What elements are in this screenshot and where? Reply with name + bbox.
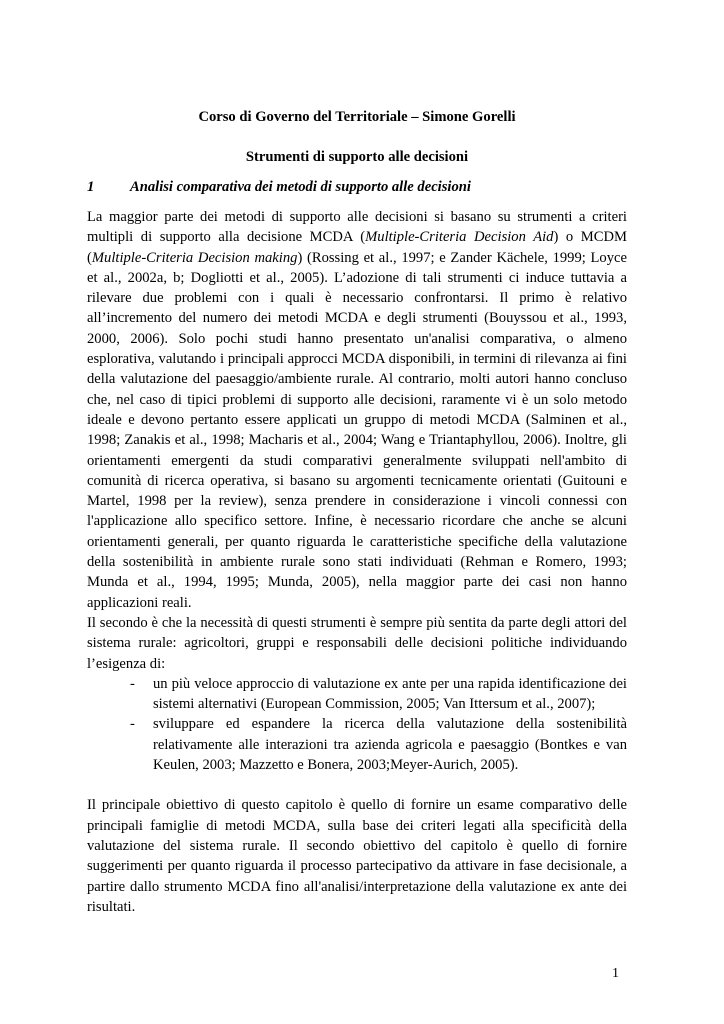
document-body	[87, 207, 627, 917]
paragraph-objectives: Il principale obiettivo di questo capitolo è quello di fornire un esame comparativo delle principali famiglie di metodi MCDA, sulla base dei criteri legati alla specificità della valutazione del sistema rurale. Il secondo obiettivo del capitolo è quello di fornire suggerimenti per quanto riguarda il processo partecipativo da attivare in fase decisionale, a partire dallo strumento MCDA fino all'analisi/interpretazione della valutazione ex ante dei risultati.	[87, 797, 627, 915]
mcdm-term: Multiple-Criteria Decision making	[91, 249, 298, 266]
bullet-dash: -	[130, 716, 135, 733]
needs-list	[87, 674, 627, 775]
list-item-text: un più veloce approccio di valutazione ex ante per una rapida identificazione dei sistemi alternativi (European Commission, 2005; Van Ittersum et al., 2007);	[153, 675, 627, 713]
list-item	[87, 714, 627, 775]
section-title: Analisi comparativa dei metodi di supporto alle decisioni	[130, 179, 471, 195]
paragraph-intro	[87, 207, 627, 613]
bullet-dash: -	[130, 675, 135, 692]
mcda-term: Multiple-Criteria Decision Aid	[365, 229, 554, 246]
list-item	[87, 674, 627, 715]
paragraph-intro-part-b: ) o MCDM (	[87, 229, 627, 266]
list-item-text: sviluppare ed espandere la ricerca della valutazione della sostenibilità relativamente alle interazioni tra azienda agricola e paesaggio (Bontkes e van Keulen, 2003; Mazzetto e Bonera, 2003;Meyer-Aurich, 2005).	[153, 716, 627, 774]
paragraph-intro-part-c: ) (Rossing et al., 1997; e Zander Kächele, 1999; Loyce et al., 2002a, b; Dogliotti et al., 2005). L’adozione di tali strumenti ci induce tuttavia a rilevare due problemi con i quali è necessario confrontarsi. Il primo è relativo all’incremento del numero dei metodi MCDA e degli strumenti (Bouyssou et al., 1993, 2000, 2006). Solo pochi studi hanno presentato un'analisi comparativa, o almeno esplorativa, valutando i principali approcci MCDA disponibili, in termini di rilevanza ai fini della valutazione del paesaggio/ambiente rurale. Al contrario, molti autori hanno concluso che, nel caso di tipici problemi di supporto alle decisioni, raramente vi è un solo metodo ideale e devono pertanto essere applicati un gruppo di metodi MCDA (Salminen et al., 1998; Zanakis et al., 1998; Macharis et al., 2004; Wang e Triantaphyllou, 2006). Inoltre, gli orientamenti emergenti da studi comparativi generalmente sviluppati nell'ambito di comunità di ricerca operativa, si basano su argomenti tecnicamente orientati (Guitouni e Martel, 1998 per la review), senza prendere in considerazione i vincoli connessi con l'applicazione allo specifico settore. Infine, è necessario ricordare che anche se alcuni orientamenti generali, per quanto riguarda le caratteristiche specifiche della valutazione della sostenibilità in ambiente rurale sono stati individuati (Rehman e Romero, 1993; Munda et al., 1994, 1995; Munda, 2005), nella maggior parte dei casi non hanno applicazioni reali.	[87, 249, 627, 611]
paragraph-intro-part-a: La maggior parte dei metodi di supporto alle decisioni si basano su strumenti a criteri multipli di supporto alla decisione MCDA (	[87, 209, 627, 246]
page-number: 1	[612, 966, 619, 981]
document-title: Strumenti di supporto alle decisioni	[245, 149, 469, 165]
course-title: Corso di Governo del Territoriale – Simone Gorelli	[198, 109, 516, 125]
paragraph-second-problem: Il secondo è che la necessità di questi strumenti è sempre più sentita da parte degli attori del sistema rurale: agricoltori, gruppi e responsabili delle decisioni politiche individuando l’esigenza di:	[87, 614, 627, 672]
section-number: 1	[87, 179, 95, 195]
